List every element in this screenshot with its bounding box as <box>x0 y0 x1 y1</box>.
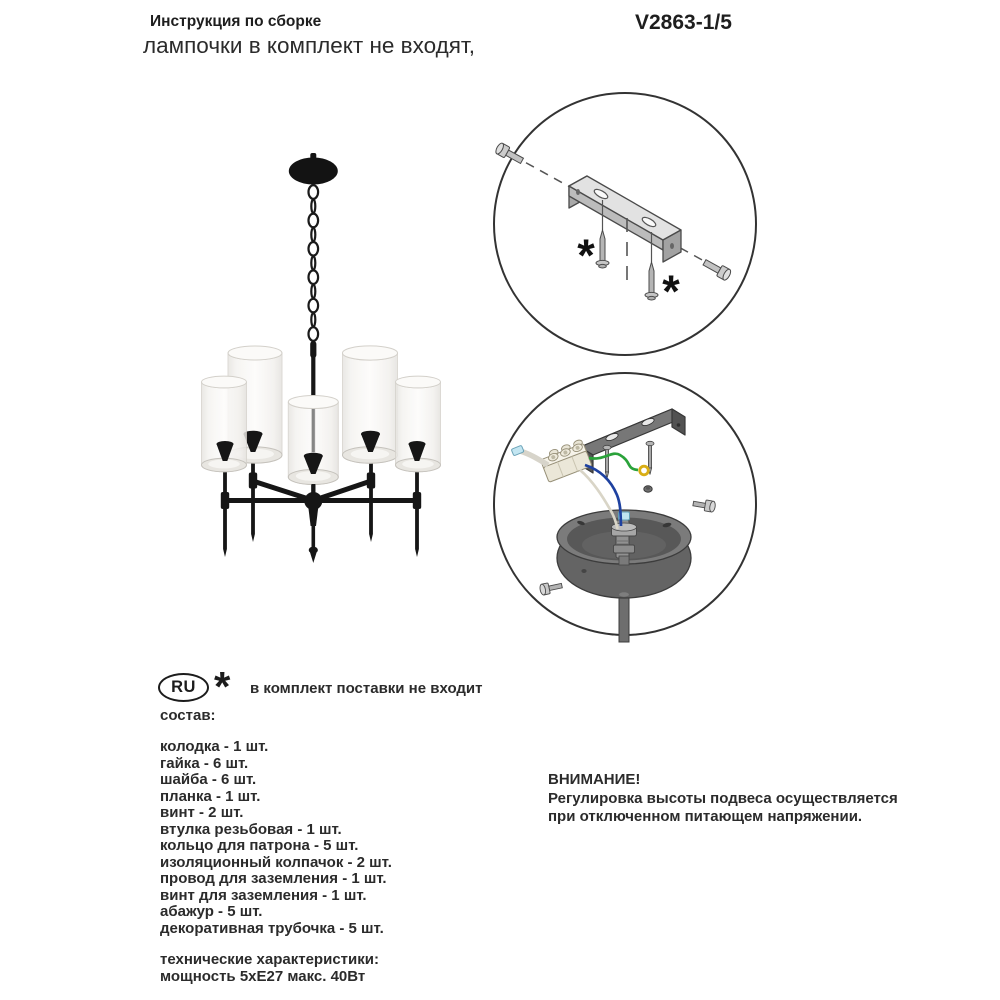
ru-language-badge <box>158 673 209 702</box>
part-item: декоративная трубочка - 5 шт. <box>160 919 384 937</box>
asterisk-mark: * <box>662 266 680 317</box>
page-subtitle: лампочки в комплект не входят, <box>143 33 475 58</box>
canopy-wiring-diagram <box>494 373 756 642</box>
ru-badge-label: RU <box>171 678 196 696</box>
lamp-shade <box>202 376 247 472</box>
warning-line: Регулировка высоты подвеса осуществляется <box>548 789 898 807</box>
tech-specs-power: мощность 5хЕ27 макс. 40Вт <box>160 967 366 985</box>
part-item: абажур - 5 шт. <box>160 903 263 920</box>
part-item: кольцо для патрона - 5 шт. <box>160 837 359 854</box>
warning-line: при отключенном питающем напряжении. <box>548 808 863 826</box>
chandelier-chain <box>309 185 319 341</box>
asterisk-mark: * <box>577 230 595 281</box>
part-item: провод для заземления - 1 шт. <box>160 870 387 887</box>
part-item: винт для заземления - 1 шт. <box>160 886 367 904</box>
canopy-down-rod <box>619 594 629 642</box>
parts-list <box>160 739 392 937</box>
lamp-shade <box>288 396 338 485</box>
chandelier-hub <box>304 492 322 563</box>
lamp-shade <box>396 376 441 472</box>
mounting-bracket-diagram <box>494 93 756 355</box>
ground-nut-icon <box>644 486 652 492</box>
part-item: втулка резьбовая - 1 шт. <box>160 820 342 838</box>
warning-title: ВНИМАНИЕ! <box>548 771 641 788</box>
parts-list-heading: состав: <box>160 707 216 724</box>
page-title: Инструкция по сборке <box>150 13 322 30</box>
part-item: винт - 2 шт. <box>160 804 244 821</box>
part-item: планка - 1 шт. <box>160 787 261 805</box>
model-number: V2863-1/5 <box>635 11 732 34</box>
chandelier-illustration <box>202 153 441 563</box>
asterisk-mark: * <box>214 663 231 710</box>
part-item: гайка - 6 шт. <box>160 754 249 772</box>
lamp-shade <box>343 346 398 463</box>
not-included-note: в комплект поставки не входит <box>250 680 483 697</box>
chandelier-canopy <box>289 153 338 185</box>
tech-specs-heading: технические характеристики: <box>160 951 379 968</box>
warning-block <box>548 771 898 827</box>
hub-stem-front <box>311 484 315 502</box>
tech-specs <box>160 952 379 985</box>
part-item: изоляционный колпачок - 2 шт. <box>160 853 392 871</box>
part-item: шайба - 6 шт. <box>160 771 257 788</box>
chain-connector <box>310 341 316 358</box>
part-item: колодка - 1 шт. <box>160 738 269 755</box>
